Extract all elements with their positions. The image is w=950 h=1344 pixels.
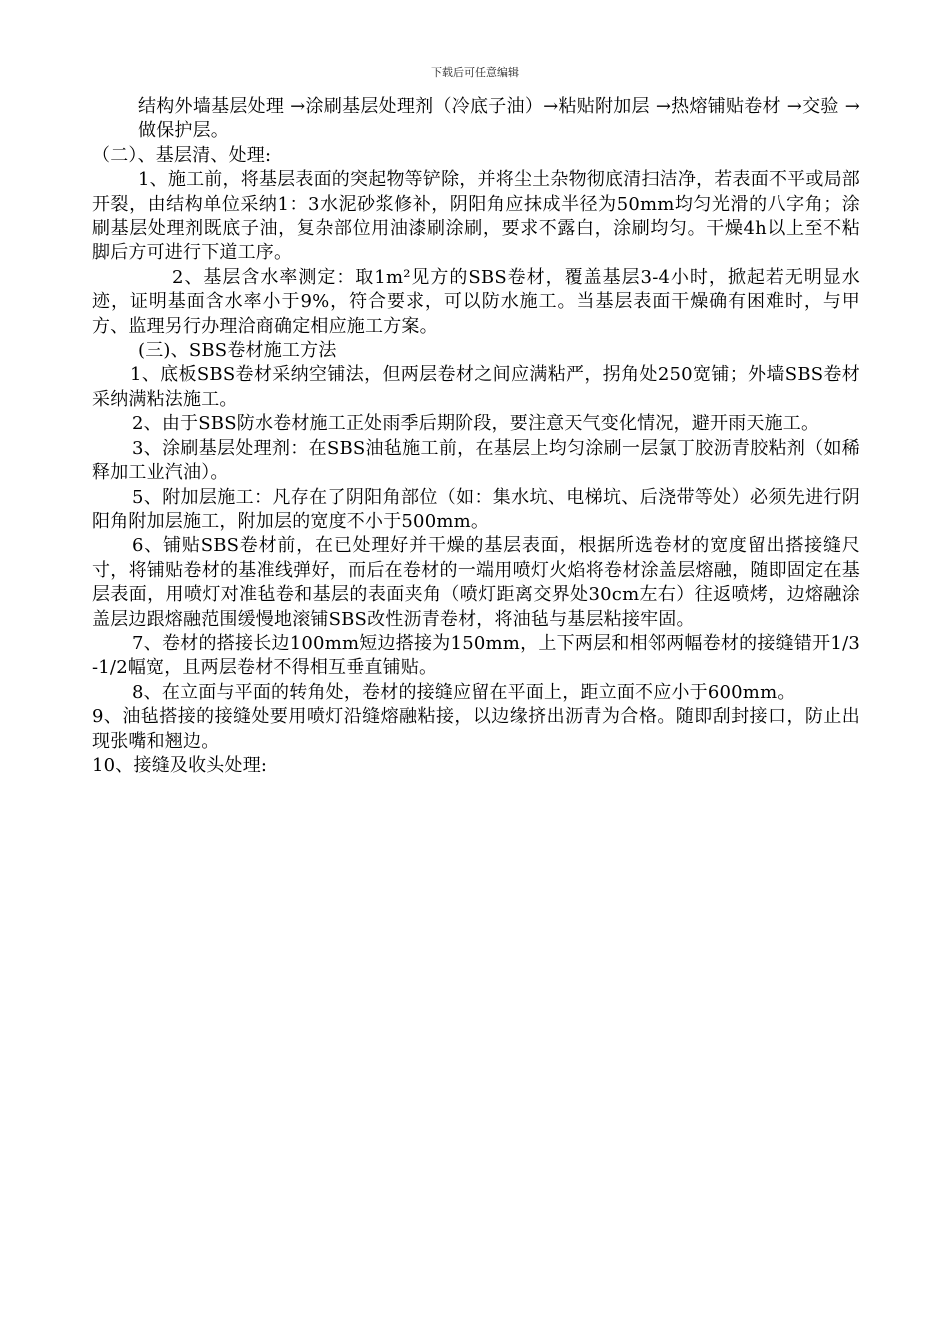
page-header-note: 下载后可任意编辑 [431,66,519,79]
paragraph-step-7: 7、卷材的搭接长边100mm短边搭接为150mm，上下两层和相邻两幅卷材的接缝错开1/3-1/2幅宽，且两层卷材不得相互垂直铺贴。 [92,632,860,679]
paragraph-base-cleaning: 1、施工前，将基层表面的突起物等铲除，并将尘土杂物彻底清扫洁净，若表面不平或局部开裂，由结构单位采纳1：3水泥砂浆修补，阴阳角应抹成半径为50mm均匀光滑的八字角；涂刷基层处理剂既底子油，复杂部位用油漆刷涂刷，要求不露白，涂刷均匀。干燥4h以上至不粘脚后方可进行下道工序。 [92,169,860,264]
paragraph-step-9: 9、油毡搭接的接缝处要用喷灯沿缝熔融粘接，以边缘挤出沥青为合格。随即刮封接口，防止出现张嘴和翘边。 [92,706,860,752]
paragraph-step-5: 5、附加层施工：凡存在了阴阳角部位（如：集水坑、电梯坑、后浇带等处）必须先进行阴阳角附加层施工，附加层的宽度不小于500mm。 [92,486,860,532]
section-heading-sbs-method: (三)、SBS卷材施工方法 [138,340,337,362]
paragraph-step-8: 8、在立面与平面的转角处，卷材的接缝应留在平面上，距立面不应小于600mm。 [132,681,796,703]
process-flow-paragraph: 结构外墙基层处理 →涂刷基层处理剂（冷底子油）→粘贴附加层 →热熔铺贴卷材 →交验 →做保护层。 [138,96,860,142]
document-body [92,95,860,778]
paragraph-step-6: 6、铺贴SBS卷材前，在已处理好并干燥的基层表面，根据所选卷材的宽度留出搭接缝尺寸，将铺贴卷材的基准线弹好，而后在卷材的一端用喷灯火焰将卷材涂盖层熔融，随即固定在基层表面，用喷灯对准毡卷和基层的表面夹角（喷灯距离交界处30cm左右）往返喷烤，边熔融涂盖层边跟熔融范围缓慢地滚铺SBS改性沥青卷材，将油毡与基层粘接牢固。 [92,535,860,630]
paragraph-step-10: 10、接缝及收头处理: [92,754,268,776]
paragraph-moisture-test: 2、基层含水率测定：取1m²见方的SBS卷材，覆盖基层3-4小时，掀起若无明显水迹，证明基面含水率小于9%，符合要求，可以防水施工。当基层表面干燥确有困难时，与甲方、监理另行办理洽商确定相应施工方案。 [92,266,860,337]
paragraph-step-2: 2、由于SBS防水卷材施工正处雨季后期阶段，要注意天气变化情况，避开雨天施工。 [132,413,820,435]
section-heading-base-treatment: （二）、基层清、处理: [92,144,272,166]
paragraph-step-3: 3、涂刷基层处理剂：在SBS油毡施工前，在基层上均匀涂刷一层氯丁胶沥青胶粘剂（如稀释加工业汽油）。 [92,437,860,484]
paragraph-step-1: 1、底板SBS卷材采纳空铺法，但两层卷材之间应满粘严，拐角处250宽铺；外墙SBS卷材采纳满粘法施工。 [92,364,860,410]
